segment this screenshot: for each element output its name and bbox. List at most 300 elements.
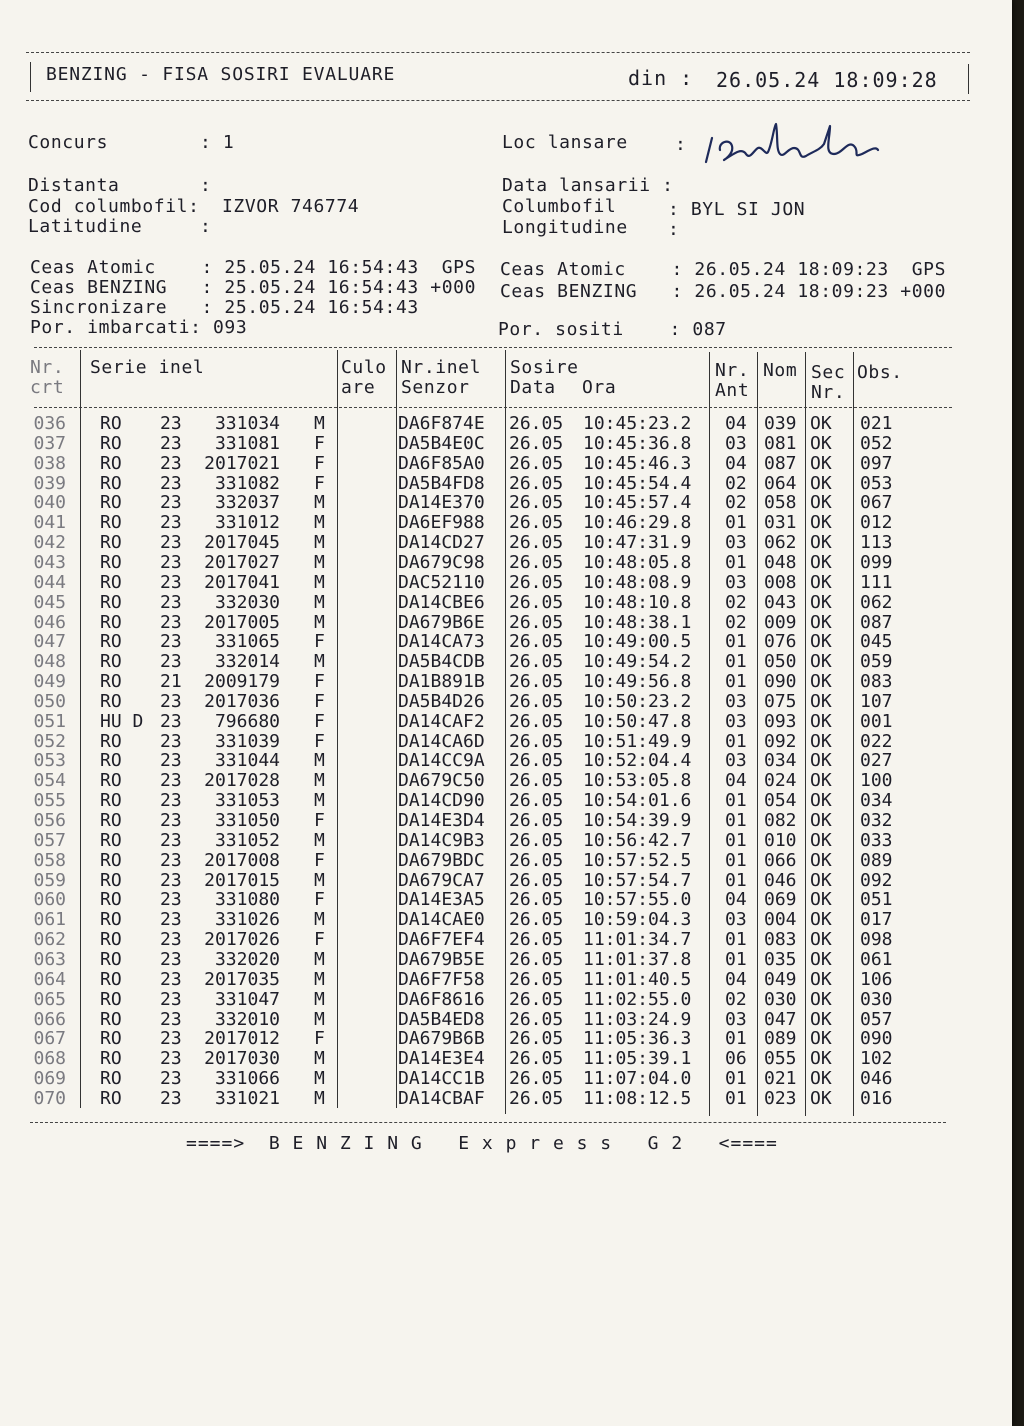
cell-year: 23 xyxy=(160,889,182,911)
cell-ant: 03 xyxy=(725,571,747,593)
cell-nom: 076 xyxy=(764,631,797,653)
cell-country: RO xyxy=(100,988,122,1010)
ceas-atomic-end: Ceas Atomic : 26.05.24 18:09:23 GPS xyxy=(500,259,947,280)
cell-country: RO xyxy=(100,869,122,891)
cell-country: RO xyxy=(100,551,122,573)
cell-ring: 2017027 xyxy=(204,551,280,573)
cell-date: 26.05 xyxy=(509,551,564,573)
cell-obs: 089 xyxy=(860,849,893,871)
cell-obs: 022 xyxy=(860,730,893,752)
cell-obs: 100 xyxy=(860,770,893,792)
cell-sec: OK xyxy=(810,810,832,831)
cell-senzor: DA14CC1B xyxy=(398,1068,485,1090)
cell-sex: M xyxy=(314,829,325,851)
col-obs-header: Obs. xyxy=(857,362,903,383)
table-header-bottom-rule xyxy=(34,407,952,408)
cell-senzor: DA14CAE0 xyxy=(398,909,485,931)
table-row xyxy=(0,492,1012,512)
cell-obs: 113 xyxy=(860,532,893,554)
print-datetime: 26.05.24 18:09:28 xyxy=(716,68,938,92)
table-row xyxy=(0,1028,1012,1048)
cell-time: 11:01:34.7 xyxy=(583,929,692,951)
cell-ant: 04 xyxy=(725,770,747,792)
cell-senzor: DA5B4E0C xyxy=(398,432,485,454)
cell-obs: 001 xyxy=(860,710,893,732)
cell-year: 23 xyxy=(160,750,182,772)
longitudine-value: : xyxy=(668,219,680,240)
cell-obs: 106 xyxy=(860,968,893,990)
cell-year: 23 xyxy=(160,492,182,514)
cell-year: 23 xyxy=(160,810,182,831)
cell-date: 26.05 xyxy=(509,1087,564,1109)
cell-senzor: DA679B5E xyxy=(398,948,485,970)
table-row xyxy=(0,671,1012,691)
cell-ring: 332020 xyxy=(214,948,280,970)
cell-date: 26.05 xyxy=(509,730,564,752)
cell-country: RO xyxy=(100,690,122,712)
cell-nr: 051 xyxy=(33,710,66,732)
cell-sec: OK xyxy=(810,651,832,673)
cell-obs: 032 xyxy=(860,810,893,831)
cell-date: 26.05 xyxy=(509,432,564,454)
cell-year: 23 xyxy=(160,869,182,891)
header-top-rule xyxy=(26,52,970,53)
cell-sec: OK xyxy=(810,790,832,812)
cell-year: 23 xyxy=(160,968,182,990)
cell-ant: 04 xyxy=(725,889,747,911)
cell-sec: OK xyxy=(810,492,832,514)
col-sosire-header: Sosire xyxy=(510,357,579,378)
cell-obs: 067 xyxy=(860,492,893,514)
cell-country: RO xyxy=(100,1028,122,1050)
cell-date: 26.05 xyxy=(509,750,564,772)
cell-obs: 059 xyxy=(860,651,893,673)
cell-time: 11:01:40.5 xyxy=(583,968,692,990)
cell-ring: 331021 xyxy=(214,1087,280,1109)
cell-sex: M xyxy=(314,948,325,970)
cell-nom: 009 xyxy=(764,611,797,633)
cell-sec: OK xyxy=(810,512,832,534)
cell-year: 23 xyxy=(160,829,182,851)
cell-ant: 03 xyxy=(725,532,747,554)
cell-ring: 332014 xyxy=(214,651,280,673)
cell-sex: F xyxy=(314,889,325,911)
cell-time: 10:48:08.9 xyxy=(583,571,692,593)
col-nr-inel-header: Nr.inel xyxy=(401,357,482,378)
cell-obs: 016 xyxy=(860,1087,893,1109)
cell-date: 26.05 xyxy=(509,1048,564,1070)
cell-nr: 047 xyxy=(33,631,66,653)
cell-nom: 062 xyxy=(764,532,797,554)
cell-sec: OK xyxy=(810,1008,832,1030)
cell-nr: 049 xyxy=(33,671,66,693)
cell-senzor: DA679B6E xyxy=(398,611,485,633)
porumbei-imbarcati: Por. imbarcati: 093 xyxy=(30,317,248,338)
cell-date: 26.05 xyxy=(509,948,564,970)
cell-country: RO xyxy=(100,651,122,673)
cell-obs: 099 xyxy=(860,551,893,573)
handwritten-location-signature xyxy=(702,120,892,170)
cell-time: 10:45:36.8 xyxy=(583,432,692,454)
cell-ring: 331082 xyxy=(214,472,280,494)
cell-time: 10:45:23.2 xyxy=(583,413,692,434)
cell-sex: M xyxy=(314,1048,325,1070)
cell-obs: 021 xyxy=(860,413,893,434)
cell-nom: 089 xyxy=(764,1028,797,1050)
cell-sec: OK xyxy=(810,532,832,554)
cell-sex: M xyxy=(314,611,325,633)
cell-sex: M xyxy=(314,1008,325,1030)
table-row xyxy=(0,949,1012,969)
cell-time: 10:57:55.0 xyxy=(583,889,692,911)
col-nr-header: Nr. xyxy=(30,357,65,378)
columbofil-value: : BYL SI JON xyxy=(668,199,806,220)
cell-sec: OK xyxy=(810,730,832,752)
data-lansarii-label: Data lansarii : xyxy=(502,175,674,196)
cell-obs: 046 xyxy=(860,1068,893,1090)
cell-sex: F xyxy=(314,432,325,454)
col-nom-header: Nom xyxy=(763,360,798,381)
cell-time: 11:05:39.1 xyxy=(583,1048,692,1070)
cell-obs: 102 xyxy=(860,1048,893,1070)
cell-sec: OK xyxy=(810,869,832,891)
cell-nom: 054 xyxy=(764,790,797,812)
cell-senzor: DA6F7F58 xyxy=(398,968,485,990)
cell-ant: 02 xyxy=(725,472,747,494)
cell-year: 23 xyxy=(160,1087,182,1109)
cell-sec: OK xyxy=(810,948,832,970)
table-row xyxy=(0,731,1012,751)
cell-nr: 050 xyxy=(33,690,66,712)
cell-date: 26.05 xyxy=(509,571,564,593)
cell-time: 11:07:04.0 xyxy=(583,1068,692,1090)
cell-year: 23 xyxy=(160,472,182,494)
cell-nom: 058 xyxy=(764,492,797,514)
cell-date: 26.05 xyxy=(509,690,564,712)
cell-nr: 060 xyxy=(33,889,66,911)
longitudine-label: Longitudine xyxy=(502,217,628,238)
loc-lansare-label: Loc lansare xyxy=(502,132,628,153)
cell-senzor: DA5B4FD8 xyxy=(398,472,485,494)
table-bottom-rule xyxy=(30,1122,946,1123)
cell-ring: 331047 xyxy=(214,988,280,1010)
table-row xyxy=(0,592,1012,612)
ceas-atomic-start: Ceas Atomic : 25.05.24 16:54:43 GPS xyxy=(30,257,477,278)
cell-sex: M xyxy=(314,413,325,434)
table-row xyxy=(0,612,1012,632)
cell-sex: F xyxy=(314,730,325,752)
cell-sex: M xyxy=(314,532,325,554)
cell-sec: OK xyxy=(810,452,832,474)
table-row xyxy=(0,889,1012,909)
ceas-benzing-end: Ceas BENZING : 26.05.24 18:09:23 +000 xyxy=(500,281,947,302)
cell-nr: 041 xyxy=(33,512,66,534)
cell-ring: 331039 xyxy=(214,730,280,752)
table-row xyxy=(0,651,1012,671)
cell-nr: 042 xyxy=(33,532,66,554)
cell-year: 23 xyxy=(160,512,182,534)
cell-nr: 062 xyxy=(33,929,66,951)
cell-nr: 052 xyxy=(33,730,66,752)
cell-senzor: DA14CD27 xyxy=(398,532,485,554)
cell-date: 26.05 xyxy=(509,869,564,891)
cell-year: 23 xyxy=(160,1028,182,1050)
cell-ring: 2017008 xyxy=(204,849,280,871)
cell-sex: M xyxy=(314,492,325,514)
cell-sex: M xyxy=(314,651,325,673)
concurs-value: : 1 xyxy=(200,132,235,153)
cell-sec: OK xyxy=(810,849,832,871)
col-ora-header: Ora xyxy=(582,377,617,398)
table-header-top-rule xyxy=(34,347,952,348)
table-row xyxy=(0,1068,1012,1088)
cell-nom: 075 xyxy=(764,690,797,712)
cell-country: RO xyxy=(100,889,122,911)
cell-date: 26.05 xyxy=(509,492,564,514)
table-row xyxy=(0,572,1012,592)
cell-country: RO xyxy=(100,968,122,990)
ceas-benzing-start: Ceas BENZING : 25.05.24 16:54:43 +000 xyxy=(30,277,477,298)
cell-nom: 048 xyxy=(764,551,797,573)
cell-senzor: DA14CC9A xyxy=(398,750,485,772)
cell-ant: 04 xyxy=(725,452,747,474)
cell-senzor: DA14CA6D xyxy=(398,730,485,752)
cell-senzor: DA679C50 xyxy=(398,770,485,792)
cell-nr: 061 xyxy=(33,909,66,931)
cell-senzor: DA5B4ED8 xyxy=(398,1008,485,1030)
cell-country: RO xyxy=(100,591,122,613)
cell-year: 23 xyxy=(160,770,182,792)
cell-obs: 083 xyxy=(860,671,893,693)
cell-date: 26.05 xyxy=(509,651,564,673)
cell-date: 26.05 xyxy=(509,968,564,990)
cell-sex: M xyxy=(314,869,325,891)
cell-date: 26.05 xyxy=(509,611,564,633)
cell-obs: 097 xyxy=(860,452,893,474)
cell-ring: 331080 xyxy=(214,889,280,911)
cell-time: 10:54:01.6 xyxy=(583,790,692,812)
cell-ant: 03 xyxy=(725,1008,747,1030)
table-row xyxy=(0,929,1012,949)
cell-time: 10:56:42.7 xyxy=(583,829,692,851)
cell-nom: 010 xyxy=(764,829,797,851)
cell-country: RO xyxy=(100,1048,122,1070)
cell-nom: 081 xyxy=(764,432,797,454)
cell-ant: 01 xyxy=(725,929,747,951)
col-ant-header: Ant xyxy=(715,380,750,401)
cell-senzor: DA679C98 xyxy=(398,551,485,573)
cell-sex: F xyxy=(314,690,325,712)
cell-ring: 332030 xyxy=(214,591,280,613)
cell-ant: 01 xyxy=(725,869,747,891)
col-sec-nr-header: Nr. xyxy=(811,382,846,403)
cell-country: RO xyxy=(100,571,122,593)
cell-ring: 2017035 xyxy=(204,968,280,990)
cell-ant: 01 xyxy=(725,1028,747,1050)
cell-time: 10:45:54.4 xyxy=(583,472,692,494)
cell-country: RO xyxy=(100,472,122,494)
cell-country: RO xyxy=(100,1087,122,1109)
cell-time: 10:59:04.3 xyxy=(583,909,692,931)
col-sec-header: Sec xyxy=(811,362,846,383)
cell-time: 10:47:31.9 xyxy=(583,532,692,554)
cell-sex: M xyxy=(314,968,325,990)
cell-time: 10:52:04.4 xyxy=(583,750,692,772)
cell-year: 21 xyxy=(160,671,182,693)
cell-date: 26.05 xyxy=(509,512,564,534)
cell-ring: 2017041 xyxy=(204,571,280,593)
cell-date: 26.05 xyxy=(509,591,564,613)
cell-obs: 012 xyxy=(860,512,893,534)
cell-time: 11:02:55.0 xyxy=(583,988,692,1010)
cell-senzor: DA679B6B xyxy=(398,1028,485,1050)
cell-senzor: DA14CBE6 xyxy=(398,591,485,613)
cell-date: 26.05 xyxy=(509,452,564,474)
cell-sec: OK xyxy=(810,413,832,434)
cell-date: 26.05 xyxy=(509,829,564,851)
cell-year: 23 xyxy=(160,849,182,871)
cell-country: RO xyxy=(100,948,122,970)
table-row xyxy=(0,453,1012,473)
cell-ring: 331044 xyxy=(214,750,280,772)
cell-nom: 047 xyxy=(764,1008,797,1030)
cell-sex: M xyxy=(314,512,325,534)
cell-senzor: DA6F8616 xyxy=(398,988,485,1010)
cell-ant: 03 xyxy=(725,690,747,712)
cell-nr: 048 xyxy=(33,651,66,673)
cell-ring: 332037 xyxy=(214,492,280,514)
cell-nr: 066 xyxy=(33,1008,66,1030)
cell-time: 10:49:00.5 xyxy=(583,631,692,653)
cell-ring: 2017026 xyxy=(204,929,280,951)
table-row xyxy=(0,512,1012,532)
table-row xyxy=(0,810,1012,830)
cell-sec: OK xyxy=(810,710,832,732)
cell-ring: 2017005 xyxy=(204,611,280,633)
cell-date: 26.05 xyxy=(509,1068,564,1090)
cell-nr: 040 xyxy=(33,492,66,514)
table-row xyxy=(0,1048,1012,1068)
cell-senzor: DA14C9B3 xyxy=(398,829,485,851)
cell-nom: 034 xyxy=(764,750,797,772)
cell-sex: F xyxy=(314,710,325,732)
cell-nom: 023 xyxy=(764,1087,797,1109)
cell-date: 26.05 xyxy=(509,631,564,653)
cell-ring: 331034 xyxy=(214,413,280,434)
cell-country: RO xyxy=(100,631,122,653)
table-row xyxy=(0,711,1012,731)
cell-country: RO xyxy=(100,532,122,554)
cell-ring: 2017045 xyxy=(204,532,280,554)
cell-year: 23 xyxy=(160,591,182,613)
cell-sex: M xyxy=(314,551,325,573)
cell-country: RO xyxy=(100,432,122,454)
cell-nr: 036 xyxy=(33,413,66,434)
table-row xyxy=(0,691,1012,711)
cell-country: RO xyxy=(100,849,122,871)
cell-country: RO xyxy=(100,810,122,831)
cell-ant: 02 xyxy=(725,611,747,633)
cell-ring: 331050 xyxy=(214,810,280,831)
cell-nom: 093 xyxy=(764,710,797,732)
loc-lansare-value: : xyxy=(675,134,687,155)
cell-ant: 01 xyxy=(725,1087,747,1109)
cell-ring: 331053 xyxy=(214,790,280,812)
cell-country: RO xyxy=(100,790,122,812)
cod-columbofil-value: IZVOR 746774 xyxy=(222,196,360,217)
cell-nom: 031 xyxy=(764,512,797,534)
cell-obs: 061 xyxy=(860,948,893,970)
cell-ant: 01 xyxy=(725,671,747,693)
cell-senzor: DA14E3E4 xyxy=(398,1048,485,1070)
cell-obs: 045 xyxy=(860,631,893,653)
cell-ant: 01 xyxy=(725,790,747,812)
cell-sec: OK xyxy=(810,1028,832,1050)
cell-ant: 01 xyxy=(725,948,747,970)
cell-year: 23 xyxy=(160,1048,182,1070)
cell-nr: 058 xyxy=(33,849,66,871)
cell-senzor: DA14CA73 xyxy=(398,631,485,653)
cell-country: RO xyxy=(100,730,122,752)
cell-year: 23 xyxy=(160,413,182,434)
table-row xyxy=(0,770,1012,790)
cell-ant: 01 xyxy=(725,849,747,871)
cell-time: 10:49:54.2 xyxy=(583,651,692,673)
cell-sec: OK xyxy=(810,690,832,712)
cell-nom: 004 xyxy=(764,909,797,931)
cell-nr: 053 xyxy=(33,750,66,772)
document-title: BENZING - FISA SOSIRI EVALUARE xyxy=(46,64,396,85)
cell-year: 23 xyxy=(160,690,182,712)
cell-senzor: DA679CA7 xyxy=(398,869,485,891)
cell-senzor: DA14CBAF xyxy=(398,1087,485,1109)
cell-ant: 02 xyxy=(725,591,747,613)
cell-sex: F xyxy=(314,849,325,871)
cell-sec: OK xyxy=(810,631,832,653)
cell-country: RO xyxy=(100,512,122,534)
cell-time: 11:03:24.9 xyxy=(583,1008,692,1030)
cell-time: 10:45:57.4 xyxy=(583,492,692,514)
cell-time: 10:54:39.9 xyxy=(583,810,692,831)
table-row xyxy=(0,870,1012,890)
cell-senzor: DA1B891B xyxy=(398,671,485,693)
cell-nom: 083 xyxy=(764,929,797,951)
cell-sex: M xyxy=(314,1087,325,1109)
cell-date: 26.05 xyxy=(509,532,564,554)
cell-nom: 082 xyxy=(764,810,797,831)
cell-date: 26.05 xyxy=(509,929,564,951)
cell-senzor: DA5B4D26 xyxy=(398,690,485,712)
cell-nom: 039 xyxy=(764,413,797,434)
cell-year: 23 xyxy=(160,571,182,593)
cell-time: 11:08:12.5 xyxy=(583,1087,692,1109)
cell-nr: 068 xyxy=(33,1048,66,1070)
cell-date: 26.05 xyxy=(509,909,564,931)
cell-sex: M xyxy=(314,909,325,931)
cell-ant: 03 xyxy=(725,750,747,772)
cell-sec: OK xyxy=(810,889,832,911)
cell-nr: 046 xyxy=(33,611,66,633)
cell-senzor: DA5B4CDB xyxy=(398,651,485,673)
cell-ring: 2017036 xyxy=(204,690,280,712)
cell-obs: 051 xyxy=(860,889,893,911)
cell-year: 23 xyxy=(160,909,182,931)
cell-nr: 067 xyxy=(33,1028,66,1050)
footer-brand: ====> B E N Z I N G E x p r e s s G 2 <==== xyxy=(186,1133,778,1154)
cell-obs: 052 xyxy=(860,432,893,454)
cell-senzor: DA6F7EF4 xyxy=(398,929,485,951)
col-culoare-header-2: are xyxy=(341,377,376,398)
